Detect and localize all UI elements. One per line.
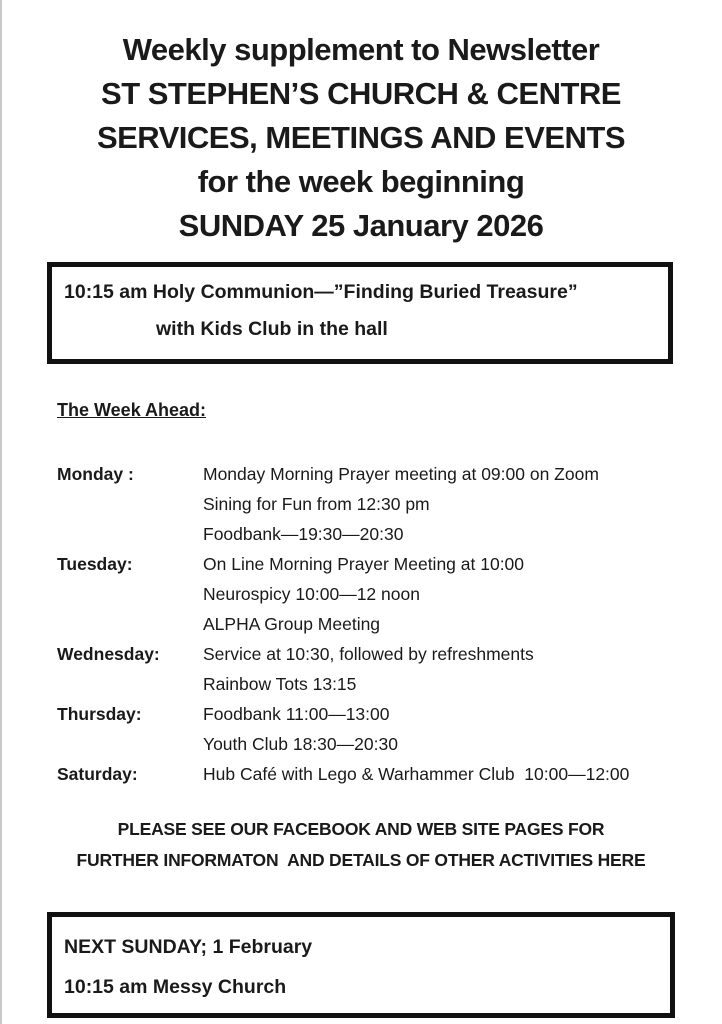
event-text: ALPHA Group Meeting <box>203 614 381 634</box>
week-ahead-title: The Week Ahead: <box>57 400 207 420</box>
header-line-3: SERVICES, MEETINGS AND EVENTS <box>96 120 626 155</box>
day-label: Thursday: <box>57 704 142 724</box>
header-line-2: ST STEPHEN’S CHURCH & CENTRE <box>101 76 621 111</box>
header-line-1: Weekly supplement to Newsletter <box>122 32 600 67</box>
schedule-row <box>57 609 722 639</box>
event-text: Foodbank—19:30—20:30 <box>203 524 404 544</box>
schedule-row <box>57 519 722 549</box>
schedule-row <box>57 699 722 729</box>
schedule-row <box>57 549 722 579</box>
day-label: Monday : <box>57 464 134 484</box>
day-label <box>57 489 203 519</box>
schedule-row <box>57 579 722 609</box>
day-label: Saturday: <box>57 764 138 784</box>
header-line-5: SUNDAY 25 January 2026 <box>178 208 544 243</box>
schedule-row <box>57 669 722 699</box>
sunday-service-box <box>47 262 673 364</box>
schedule-row <box>57 459 722 489</box>
page-header <box>0 0 722 248</box>
day-label <box>57 729 203 759</box>
day-label: Wednesday: <box>57 644 160 664</box>
schedule-row <box>57 639 722 669</box>
next-sunday-box <box>47 912 675 1018</box>
schedule-row <box>57 759 722 789</box>
event-text: Monday Morning Prayer meeting at 09:00 on Zoom <box>203 464 599 484</box>
event-text: Neurospicy 10:00—12 noon <box>203 584 420 604</box>
notice-line-2: FURTHER INFORMATON AND DETAILS OF OTHER ACTIVITIES HERE <box>76 850 646 870</box>
service-line-2: with Kids Club in the hall <box>156 318 388 340</box>
header-line-4: for the week beginning <box>197 164 525 199</box>
schedule-row <box>57 729 722 759</box>
facebook-website-notice <box>47 814 675 876</box>
event-text: Service at 10:30, followed by refreshments <box>203 644 534 664</box>
event-text: On Line Morning Prayer Meeting at 10:00 <box>203 554 525 574</box>
event-text: Youth Club 18:30—20:30 <box>203 734 398 754</box>
service-line-1: 10:15 am Holy Communion—”Finding Buried Treasure” <box>64 281 578 303</box>
day-label <box>57 669 203 699</box>
day-label <box>57 609 203 639</box>
day-label <box>57 579 203 609</box>
event-text: Foodbank 11:00—13:00 <box>203 704 390 724</box>
notice-line-1: PLEASE SEE OUR FACEBOOK AND WEB SITE PAGES FOR <box>117 819 605 839</box>
day-label <box>57 519 203 549</box>
event-text: Rainbow Tots 13:15 <box>203 674 357 694</box>
event-text: Sining for Fun from 12:30 pm <box>203 494 430 514</box>
day-label: Tuesday: <box>57 554 133 574</box>
event-text: Hub Café with Lego & Warhammer Club 10:00—12:00 <box>203 764 630 784</box>
next-sunday-line-1: NEXT SUNDAY; 1 February <box>64 936 313 958</box>
week-schedule <box>57 459 722 789</box>
next-sunday-line-2: 10:15 am Messy Church <box>64 976 287 998</box>
schedule-row <box>57 489 722 519</box>
